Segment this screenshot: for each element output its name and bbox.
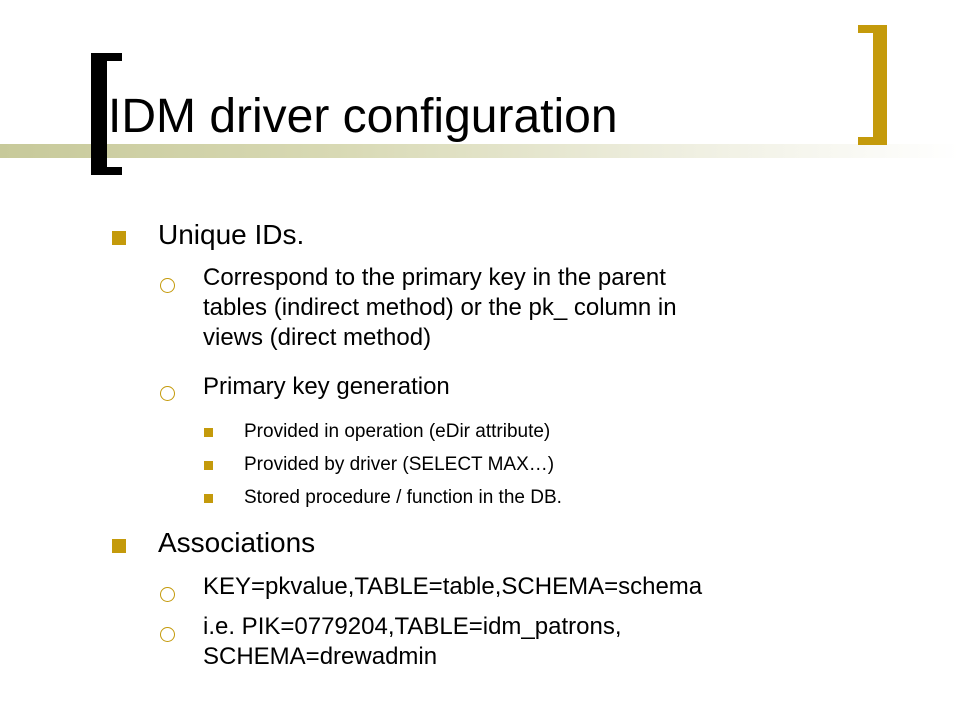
bullet-text-line: i.e. PIK=0779204,TABLE=idm_patrons, <box>203 613 622 640</box>
square-bullet-icon <box>204 494 213 503</box>
bullet-text: Stored procedure / function in the DB. <box>244 487 562 508</box>
bullet-text-line: views (direct method) <box>203 324 432 351</box>
bullet-text: KEY=pkvalue,TABLE=table,SCHEMA=schema <box>203 573 703 600</box>
hollow-circle-bullet-icon <box>160 587 175 602</box>
square-bullet-icon <box>204 461 213 470</box>
square-bullet-icon <box>112 231 126 245</box>
hollow-circle-bullet-icon <box>160 278 175 293</box>
bullet-text: Primary key generation <box>203 373 450 400</box>
bullet-text: Unique IDs. <box>158 219 305 250</box>
bullet-text: Associations <box>158 527 316 558</box>
bullet-text: Provided in operation (eDir attribute) <box>244 421 551 442</box>
square-bullet-icon <box>204 428 213 437</box>
slide-title: IDM driver configuration <box>108 90 618 143</box>
bullet-text-line: SCHEMA=drewadmin <box>203 643 438 670</box>
square-bullet-icon <box>112 539 126 553</box>
bullet-text-line: Correspond to the primary key in the parent <box>203 264 666 291</box>
title-band <box>0 144 960 158</box>
bullet-text-line: tables (indirect method) or the pk_ column in <box>203 294 677 321</box>
bullet-text: Provided by driver (SELECT MAX…) <box>244 454 555 475</box>
hollow-circle-bullet-icon <box>160 627 175 642</box>
hollow-circle-bullet-icon <box>160 386 175 401</box>
